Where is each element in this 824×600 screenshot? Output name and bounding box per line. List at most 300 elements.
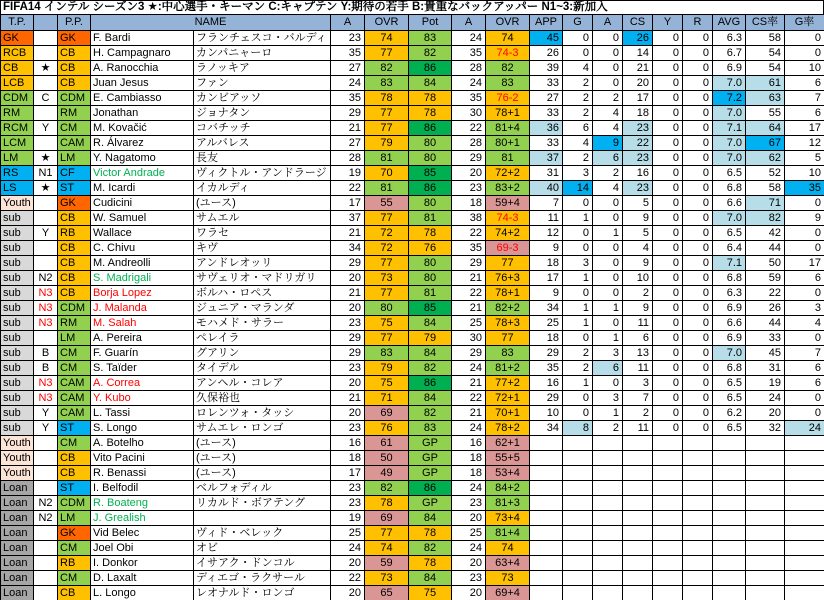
cell-cs-rate[interactable]: 32	[746, 421, 785, 436]
cell-yellow[interactable]	[653, 451, 683, 466]
cell-pot[interactable]: GP	[409, 451, 452, 466]
cell-ovr-next[interactable]: 78+1	[486, 106, 530, 121]
cell-age[interactable]: 23	[331, 421, 365, 436]
cell-pp[interactable]: CM	[58, 436, 91, 451]
cell-pp[interactable]: GK	[58, 526, 91, 541]
cell-cs-rate[interactable]: 63	[746, 91, 785, 106]
cell-cs-rate[interactable]: 82	[746, 211, 785, 226]
cell-app[interactable]: 9	[530, 286, 563, 301]
cell-pp[interactable]: CDM	[58, 91, 91, 106]
cell-age-next[interactable]: 20	[452, 556, 486, 571]
cell-assists[interactable]	[593, 466, 623, 481]
cell-goals[interactable]: 2	[563, 151, 593, 166]
cell-ovr-next[interactable]: 76+3	[486, 271, 530, 286]
cell-app[interactable]: 45	[530, 31, 563, 46]
cell-age[interactable]: 20	[331, 556, 365, 571]
cell-name[interactable]: F. Guarín	[91, 346, 194, 361]
cell-g-rate[interactable]	[785, 451, 824, 466]
cell-cs[interactable]	[623, 511, 653, 526]
cell-red-cards[interactable]: 0	[683, 421, 713, 436]
cell-red-cards[interactable]	[683, 571, 713, 586]
cell-tp[interactable]: sub	[1, 211, 34, 226]
cell-goals[interactable]: 2	[563, 361, 593, 376]
cell-g-rate[interactable]: 0	[785, 286, 824, 301]
cell-ovr[interactable]: 77	[365, 211, 409, 226]
cell-goals[interactable]: 1	[563, 211, 593, 226]
cell-mark[interactable]: B	[34, 361, 58, 376]
cell-age-next[interactable]: 24	[452, 76, 486, 91]
cell-age[interactable]: 17	[331, 466, 365, 481]
cell-cs[interactable]	[623, 466, 653, 481]
cell-app[interactable]: 33	[530, 76, 563, 91]
cell-pp[interactable]: CM	[58, 571, 91, 586]
cell-pot[interactable]: 86	[409, 376, 452, 391]
cell-age-next[interactable]: 24	[452, 361, 486, 376]
cell-cs[interactable]: 11	[623, 421, 653, 436]
cell-age-next[interactable]: 23	[452, 571, 486, 586]
cell-avg[interactable]: 6.3	[713, 31, 746, 46]
cell-pot[interactable]: 81	[409, 286, 452, 301]
cell-name[interactable]: I. Belfodil	[91, 481, 194, 496]
cell-kana[interactable]: グアリン	[194, 346, 331, 361]
cell-g-rate[interactable]: 3	[785, 301, 824, 316]
cell-tp[interactable]: LS	[1, 181, 34, 196]
cell-name[interactable]: Vid Belec	[91, 526, 194, 541]
cell-ovr[interactable]: 77	[365, 121, 409, 136]
cell-cs-rate[interactable]: 50	[746, 256, 785, 271]
cell-age[interactable]: 23	[331, 361, 365, 376]
cell-pp[interactable]: LM	[58, 151, 91, 166]
cell-cs-rate[interactable]	[746, 526, 785, 541]
cell-cs[interactable]	[623, 571, 653, 586]
header-pot[interactable]: Pot	[409, 15, 452, 31]
cell-yellow[interactable]	[653, 526, 683, 541]
cell-mark[interactable]	[34, 211, 58, 226]
header-goals[interactable]: G	[563, 15, 593, 31]
cell-age-next[interactable]: 18	[452, 466, 486, 481]
cell-mark[interactable]	[34, 46, 58, 61]
cell-mark[interactable]: N1	[34, 166, 58, 181]
cell-pot[interactable]: GP	[409, 436, 452, 451]
cell-pp[interactable]: CAM	[58, 406, 91, 421]
cell-avg[interactable]: 7.0	[713, 211, 746, 226]
cell-ovr[interactable]: 78	[365, 496, 409, 511]
cell-name[interactable]: Y. Nagatomo	[91, 151, 194, 166]
cell-name[interactable]: Joel Obi	[91, 541, 194, 556]
cell-assists[interactable]: 4	[593, 106, 623, 121]
cell-age[interactable]: 17	[331, 196, 365, 211]
cell-red-cards[interactable]	[683, 496, 713, 511]
cell-app[interactable]: 9	[530, 241, 563, 256]
cell-pp[interactable]: CDM	[58, 301, 91, 316]
cell-age[interactable]: 20	[331, 586, 365, 600]
cell-goals[interactable]	[563, 511, 593, 526]
cell-g-rate[interactable]: 6	[785, 361, 824, 376]
cell-age[interactable]: 35	[331, 91, 365, 106]
cell-pot[interactable]: 85	[409, 301, 452, 316]
cell-tp[interactable]: sub	[1, 406, 34, 421]
cell-ovr-next[interactable]: 78+1	[486, 286, 530, 301]
cell-red-cards[interactable]: 0	[683, 391, 713, 406]
cell-kana[interactable]: ファン	[194, 76, 331, 91]
cell-ovr[interactable]: 74	[365, 541, 409, 556]
cell-cs[interactable]: 10	[623, 271, 653, 286]
cell-name[interactable]: E. Cambiasso	[91, 91, 194, 106]
cell-assists[interactable]	[593, 571, 623, 586]
cell-g-rate[interactable]: 17	[785, 256, 824, 271]
cell-red-cards[interactable]: 0	[683, 121, 713, 136]
cell-ovr-next[interactable]: 81+3	[486, 496, 530, 511]
cell-mark[interactable]: ★	[34, 181, 58, 196]
cell-cs-rate[interactable]: 67	[746, 136, 785, 151]
cell-goals[interactable]	[563, 436, 593, 451]
cell-goals[interactable]: 6	[563, 121, 593, 136]
cell-cs[interactable]	[623, 526, 653, 541]
cell-mark[interactable]	[34, 526, 58, 541]
cell-assists[interactable]: 1	[593, 331, 623, 346]
cell-mark[interactable]: N3	[34, 376, 58, 391]
cell-tp[interactable]: CDM	[1, 91, 34, 106]
cell-cs-rate[interactable]	[746, 541, 785, 556]
cell-kana[interactable]: ベルフォディル	[194, 481, 331, 496]
cell-yellow[interactable]: 0	[653, 256, 683, 271]
cell-g-rate[interactable]: 5	[785, 151, 824, 166]
cell-avg[interactable]	[713, 541, 746, 556]
cell-g-rate[interactable]	[785, 571, 824, 586]
cell-app[interactable]: 36	[530, 121, 563, 136]
cell-name[interactable]: Cudicini	[91, 196, 194, 211]
cell-mark[interactable]: B	[34, 346, 58, 361]
cell-red-cards[interactable]: 0	[683, 241, 713, 256]
cell-age-next[interactable]: 23	[452, 496, 486, 511]
cell-cs[interactable]	[623, 541, 653, 556]
cell-red-cards[interactable]	[683, 481, 713, 496]
cell-avg[interactable]: 7.0	[713, 346, 746, 361]
cell-yellow[interactable]: 0	[653, 91, 683, 106]
cell-avg[interactable]: 6.5	[713, 226, 746, 241]
cell-ovr[interactable]: 82	[365, 61, 409, 76]
cell-cs[interactable]: 11	[623, 316, 653, 331]
cell-name[interactable]: I. Donkor	[91, 556, 194, 571]
cell-age[interactable]: 27	[331, 136, 365, 151]
cell-tp[interactable]: sub	[1, 421, 34, 436]
cell-g-rate[interactable]: 0	[785, 331, 824, 346]
cell-ovr-next[interactable]: 80+1	[486, 136, 530, 151]
cell-mark[interactable]: N3	[34, 301, 58, 316]
cell-mark[interactable]: N2	[34, 496, 58, 511]
cell-yellow[interactable]: 0	[653, 361, 683, 376]
cell-pot[interactable]: 79	[409, 331, 452, 346]
cell-goals[interactable]	[563, 526, 593, 541]
cell-cs[interactable]: 14	[623, 46, 653, 61]
cell-pp[interactable]: GK	[58, 196, 91, 211]
cell-avg[interactable]: 7.0	[713, 136, 746, 151]
cell-assists[interactable]: 3	[593, 346, 623, 361]
cell-ovr-next[interactable]: 84+2	[486, 481, 530, 496]
cell-pp[interactable]: CF	[58, 166, 91, 181]
cell-pot[interactable]: 80	[409, 271, 452, 286]
cell-name[interactable]: Y. Kubo	[91, 391, 194, 406]
cell-avg[interactable]: 6.7	[713, 46, 746, 61]
cell-pp[interactable]: LM	[58, 331, 91, 346]
cell-yellow[interactable]: 0	[653, 136, 683, 151]
cell-name[interactable]: A. Correa	[91, 376, 194, 391]
cell-avg[interactable]: 6.4	[713, 241, 746, 256]
cell-ovr-next[interactable]: 74	[486, 31, 530, 46]
cell-assists[interactable]: 0	[593, 286, 623, 301]
cell-ovr-next[interactable]: 72+2	[486, 166, 530, 181]
cell-cs-rate[interactable]: 31	[746, 361, 785, 376]
cell-age[interactable]: 25	[331, 526, 365, 541]
cell-ovr[interactable]: 61	[365, 436, 409, 451]
cell-cs[interactable]: 9	[623, 211, 653, 226]
cell-red-cards[interactable]: 0	[683, 31, 713, 46]
cell-cs-rate[interactable]: 44	[746, 316, 785, 331]
cell-pot[interactable]: 78	[409, 526, 452, 541]
cell-ovr[interactable]: 69	[365, 511, 409, 526]
header-ovr[interactable]: OVR	[365, 15, 409, 31]
cell-age-next[interactable]: 20	[452, 166, 486, 181]
cell-pp[interactable]: LM	[58, 511, 91, 526]
cell-ovr-next[interactable]: 78+2	[486, 421, 530, 436]
cell-kana[interactable]: ボルハ・ロペス	[194, 286, 331, 301]
cell-kana[interactable]: (ユース)	[194, 436, 331, 451]
cell-name[interactable]: S. Longo	[91, 421, 194, 436]
cell-goals[interactable]	[563, 496, 593, 511]
cell-pp[interactable]: ST	[58, 421, 91, 436]
cell-age[interactable]: 29	[331, 106, 365, 121]
cell-ovr-next[interactable]: 69-3	[486, 241, 530, 256]
cell-pp[interactable]: CB	[58, 451, 91, 466]
cell-g-rate[interactable]: 0	[785, 406, 824, 421]
cell-age[interactable]: 20	[331, 271, 365, 286]
cell-cs[interactable]: 23	[623, 151, 653, 166]
cell-avg[interactable]: 6.2	[713, 406, 746, 421]
cell-age[interactable]: 21	[331, 226, 365, 241]
cell-ovr[interactable]: 72	[365, 226, 409, 241]
cell-yellow[interactable]: 0	[653, 166, 683, 181]
cell-name[interactable]: F. Bardi	[91, 31, 194, 46]
cell-ovr-next[interactable]: 73+4	[486, 511, 530, 526]
cell-kana[interactable]: 久保裕也	[194, 391, 331, 406]
cell-pp[interactable]: CM	[58, 541, 91, 556]
cell-cs-rate[interactable]: 19	[746, 376, 785, 391]
cell-mark[interactable]	[34, 451, 58, 466]
cell-g-rate[interactable]	[785, 436, 824, 451]
cell-assists[interactable]	[593, 451, 623, 466]
cell-pot[interactable]: 82	[409, 361, 452, 376]
header-cs-rate[interactable]: CS率	[746, 15, 785, 31]
cell-red-cards[interactable]: 0	[683, 286, 713, 301]
cell-mark[interactable]	[34, 466, 58, 481]
cell-ovr-next[interactable]: 74+2	[486, 226, 530, 241]
cell-ovr-next[interactable]: 74	[486, 541, 530, 556]
cell-tp[interactable]: GK	[1, 31, 34, 46]
cell-goals[interactable]: 2	[563, 91, 593, 106]
cell-red-cards[interactable]	[683, 586, 713, 600]
cell-ovr-next[interactable]: 55+5	[486, 451, 530, 466]
cell-assists[interactable]: 1	[593, 226, 623, 241]
cell-goals[interactable]	[563, 466, 593, 481]
cell-pot[interactable]: 84	[409, 346, 452, 361]
header-yellow[interactable]: Y	[653, 15, 683, 31]
cell-goals[interactable]: 0	[563, 331, 593, 346]
cell-red-cards[interactable]: 0	[683, 91, 713, 106]
cell-kana[interactable]: リカルド・ボアテング	[194, 496, 331, 511]
cell-pot[interactable]: 80	[409, 256, 452, 271]
cell-red-cards[interactable]: 0	[683, 106, 713, 121]
cell-age[interactable]: 29	[331, 331, 365, 346]
cell-cs[interactable]	[623, 451, 653, 466]
cell-app[interactable]	[530, 541, 563, 556]
cell-kana[interactable]: 長友	[194, 151, 331, 166]
cell-ovr[interactable]: 80	[365, 301, 409, 316]
cell-kana[interactable]: イサアク・ドンコル	[194, 556, 331, 571]
cell-kana[interactable]: キヴ	[194, 241, 331, 256]
cell-app[interactable]: 31	[530, 166, 563, 181]
cell-cs-rate[interactable]: 52	[746, 166, 785, 181]
cell-name[interactable]: C. Chivu	[91, 241, 194, 256]
cell-red-cards[interactable]: 0	[683, 346, 713, 361]
cell-pp[interactable]: CM	[58, 121, 91, 136]
cell-age[interactable]: 21	[331, 286, 365, 301]
cell-ovr[interactable]: 72	[365, 241, 409, 256]
cell-red-cards[interactable]: 0	[683, 256, 713, 271]
cell-pot[interactable]: 84	[409, 316, 452, 331]
cell-assists[interactable]	[593, 481, 623, 496]
cell-assists[interactable]	[593, 541, 623, 556]
header-red[interactable]: R	[683, 15, 713, 31]
cell-yellow[interactable]	[653, 481, 683, 496]
cell-age-next[interactable]: 28	[452, 61, 486, 76]
cell-tp[interactable]: sub	[1, 271, 34, 286]
cell-red-cards[interactable]: 0	[683, 196, 713, 211]
cell-goals[interactable]: 4	[563, 136, 593, 151]
header-ovr-next[interactable]: OVR	[486, 15, 530, 31]
cell-assists[interactable]: 6	[593, 151, 623, 166]
cell-cs-rate[interactable]	[746, 511, 785, 526]
cell-age[interactable]: 24	[331, 541, 365, 556]
cell-mark[interactable]	[34, 106, 58, 121]
cell-kana[interactable]: ヴィクトル・アンドラージ	[194, 166, 331, 181]
cell-name[interactable]: A. Ranocchia	[91, 61, 194, 76]
cell-tp[interactable]: LM	[1, 151, 34, 166]
cell-red-cards[interactable]: 0	[683, 376, 713, 391]
cell-goals[interactable]: 4	[563, 61, 593, 76]
cell-cs-rate[interactable]	[746, 436, 785, 451]
cell-tp[interactable]: RM	[1, 106, 34, 121]
cell-g-rate[interactable]	[785, 481, 824, 496]
cell-ovr-next[interactable]: 72+1	[486, 391, 530, 406]
cell-red-cards[interactable]: 0	[683, 76, 713, 91]
cell-ovr-next[interactable]: 81+4	[486, 526, 530, 541]
cell-age[interactable]: 23	[331, 31, 365, 46]
cell-cs[interactable]: 5	[623, 226, 653, 241]
cell-yellow[interactable]: 0	[653, 286, 683, 301]
cell-pot[interactable]: 80	[409, 196, 452, 211]
cell-yellow[interactable]	[653, 571, 683, 586]
cell-tp[interactable]: Youth	[1, 436, 34, 451]
cell-name[interactable]: R. Álvarez	[91, 136, 194, 151]
cell-name[interactable]: Jonathan	[91, 106, 194, 121]
cell-app[interactable]: 11	[530, 211, 563, 226]
cell-ovr-next[interactable]: 53+4	[486, 466, 530, 481]
cell-name[interactable]: M. Salah	[91, 316, 194, 331]
cell-pot[interactable]: 81	[409, 211, 452, 226]
cell-age[interactable]: 20	[331, 406, 365, 421]
cell-age-next[interactable]: 30	[452, 331, 486, 346]
header-pp[interactable]: P.P.	[58, 15, 91, 31]
cell-ovr[interactable]: 74	[365, 31, 409, 46]
cell-age-next[interactable]: 21	[452, 406, 486, 421]
cell-ovr[interactable]: 70	[365, 166, 409, 181]
cell-ovr[interactable]: 83	[365, 76, 409, 91]
cell-goals[interactable]	[563, 451, 593, 466]
cell-pp[interactable]: RM	[58, 316, 91, 331]
cell-pp[interactable]: CB	[58, 256, 91, 271]
cell-pot[interactable]: 83	[409, 31, 452, 46]
cell-mark[interactable]	[34, 31, 58, 46]
cell-avg[interactable]	[713, 451, 746, 466]
cell-kana[interactable]: イカルディ	[194, 181, 331, 196]
cell-mark[interactable]: Y	[34, 421, 58, 436]
cell-yellow[interactable]: 0	[653, 181, 683, 196]
cell-cs[interactable]: 4	[623, 241, 653, 256]
cell-kana[interactable]	[194, 511, 331, 526]
cell-assists[interactable]	[593, 511, 623, 526]
cell-pot[interactable]: 84	[409, 76, 452, 91]
header-mark[interactable]	[34, 15, 58, 31]
cell-red-cards[interactable]: 0	[683, 316, 713, 331]
cell-pp[interactable]: CDM	[58, 496, 91, 511]
cell-ovr-next[interactable]: 59+4	[486, 196, 530, 211]
cell-g-rate[interactable]: 17	[785, 121, 824, 136]
cell-assists[interactable]: 0	[593, 241, 623, 256]
cell-pot[interactable]: 76	[409, 241, 452, 256]
cell-pp[interactable]: GK	[58, 31, 91, 46]
cell-ovr-next[interactable]: 76-2	[486, 91, 530, 106]
cell-age-next[interactable]: 29	[452, 346, 486, 361]
cell-g-rate[interactable]	[785, 556, 824, 571]
cell-pot[interactable]: 84	[409, 511, 452, 526]
cell-age[interactable]: 23	[331, 496, 365, 511]
cell-red-cards[interactable]	[683, 466, 713, 481]
cell-red-cards[interactable]	[683, 556, 713, 571]
cell-ovr[interactable]: 71	[365, 391, 409, 406]
cell-pp[interactable]: CM	[58, 361, 91, 376]
cell-pot[interactable]: 80	[409, 151, 452, 166]
cell-mark[interactable]	[34, 196, 58, 211]
cell-yellow[interactable]	[653, 496, 683, 511]
cell-kana[interactable]: カンビアッソ	[194, 91, 331, 106]
cell-name[interactable]: A. Pereira	[91, 331, 194, 346]
cell-kana[interactable]: サヴェリオ・マドリガリ	[194, 271, 331, 286]
cell-pot[interactable]: 75	[409, 586, 452, 600]
cell-app[interactable]	[530, 586, 563, 600]
cell-app[interactable]: 10	[530, 406, 563, 421]
cell-cs[interactable]: 5	[623, 196, 653, 211]
cell-app[interactable]: 40	[530, 181, 563, 196]
cell-ovr[interactable]: 77	[365, 331, 409, 346]
cell-tp[interactable]: sub	[1, 361, 34, 376]
cell-pot[interactable]: 78	[409, 556, 452, 571]
cell-app[interactable]: 12	[530, 226, 563, 241]
cell-ovr[interactable]: 79	[365, 361, 409, 376]
cell-kana[interactable]: ワラセ	[194, 226, 331, 241]
cell-tp[interactable]: sub	[1, 256, 34, 271]
cell-name[interactable]: Wallace	[91, 226, 194, 241]
cell-red-cards[interactable]: 0	[683, 181, 713, 196]
